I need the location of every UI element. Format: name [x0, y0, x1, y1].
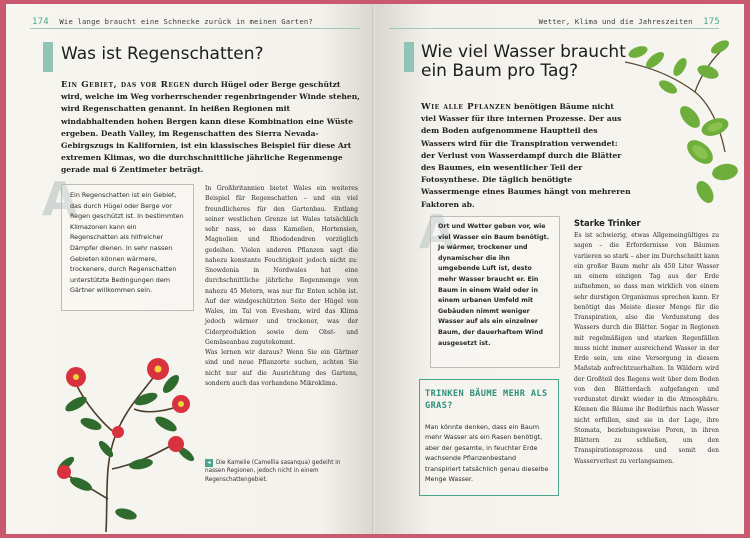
right-title-accent [404, 42, 414, 72]
right-header-rule [389, 28, 719, 29]
right-box-letter: A [419, 205, 455, 259]
right-title-line-1: Wie viel Wasser braucht [421, 42, 626, 62]
left-figure-caption [205, 459, 355, 484]
left-page-number: 174 [32, 17, 49, 27]
left-body-paragraph-1: In Großbritannien bietet Wales ein weiteres Beispiel für Regenschatten – und ein viel freundlicheres für den Gartenbau. Entlang seiner westlichen Grenze ist Wales tatsächlich sehr nass, so dass Kamelien, Hortensien, Magnolien und Rhododendren vorzüglich gedeihen. Vielen anderen Pflanzen sagt die nahezu konstante Feuchtigkeit jedoch nicht zu: Snowdonia in Nordwales hat eine durchschnittliche jährliche Regenmenge von nahezu 45 Metern, was nur für Enten schön ist. Auf der windgeschützten Seite der Hügel von Wales, im Tal von Evesham, wird das Klima jedoch wärmer und trockener, was der Ciderproduktion sowie dem Obst- und Gemüseanbau zugutekommt. [205, 185, 358, 346]
left-running-head: Wie lange braucht eine Schnecke zurück in meinen Garten? [59, 17, 313, 26]
right-page [375, 4, 744, 534]
right-intro-text: benötigen Bäume nicht viel Wasser für ihre internen Prozesse. Der aus dem Boden aufgenommene Hauptteil des Wassers wird für die Transpiration verwendet: der Verlust von Wasserdampf durch die Blätter des Baumes, ein wesentlicher Teil der Fotosynthese. Die täglich benötigte Wassermenge eines Baumes hängt von mehreren Faktoren ab. [421, 102, 631, 209]
left-intro-paragraph [61, 79, 361, 177]
right-running-header [539, 17, 720, 27]
left-page-title: Was ist Regenschatten? [61, 44, 264, 64]
caption-arrow-icon: ◂ [205, 459, 213, 467]
left-running-header [32, 17, 313, 27]
left-body-paragraph-2: Was lernen wir daraus? Wenn Sie ein Gärtner sind und neue Pflanzorte suchen, achten Sie nicht nur auf die Ausrichtung des Gartens, sondern auch das vorhandene Mikroklima. [205, 349, 358, 387]
left-header-rule [30, 28, 360, 29]
left-summary-text: Ein Regenschatten ist ein Gebiet, das durch Hügel oder Berge vor Regen geschützt ist. In bestimmten Klimazonen kann ein Regenschatten als hilfreicher Dämpfer dienen. In sehr nassen Gebieten können wärmere, trockenere, durch Regenschatten unterstützte Bedingungen dem Gärtner willkommen sein. [70, 191, 184, 295]
right-page-title [421, 43, 626, 81]
left-intro-lead: Ein Gebiet, das vor Regen [61, 80, 191, 90]
right-intro-paragraph [421, 101, 631, 211]
left-box-letter: A [42, 172, 78, 226]
book-spread [6, 4, 744, 534]
camellia-illustration [46, 304, 206, 534]
left-page [6, 4, 375, 534]
right-page-number: 175 [703, 17, 720, 27]
right-body-column: Es ist schwierig, etwas Allgemeingültiges zu sagen – die Erfordernisse von Bäumen variieren so stark – aber im Durchschnitt kann ein großer Baum mehr als 450 Liter Wasser an einem einzigen Tag aus der Erde aufnehmen, so dass man wirklich von einem sehr durstigen Organismus sprechen kann. Er benötigt das Meiste dieser Menge für die Transpiration, also die Verdunstung des Wassers durch die Blätter. Sogar in Regionen mit regelmäßigen und starken Regenfällen muss nicht immer ausreichend Wasser in der Erde sein, um eine Versorgung in diesem Maßstab aufrechtzuerhalten. In Wäldern wird der Großteil des Regens weit über dem Boden von den Blätterdach aufgefangen und verdunstet direkt wieder in die Atmosphäre. Können die Bäume ihr Bedürfnis nach Wasser nicht erfüllen, sind sie in der Lage, ihre Stomata, beziehungsweise Poren, in ihren Blättern zu schließen, um den Transpirationsprozess und somit den Wasserverlust zu verlangsamen. [574, 232, 719, 465]
sidebar-text: Man könnte denken, dass ein Baum mehr Wasser als ein Rasen benötigt, aber der gesamte, in feuchter Erde wachsende Pflanzenbestand transpiriert tatsächlich genau dieselbe Menge Wasser. [425, 423, 549, 484]
left-title-accent [43, 42, 53, 72]
leaf-branch-illustration [620, 32, 740, 212]
left-intro-text: durch Hügel oder Berge geschützt wird, welche im Weg vorherrschender regenbringender Winde stehen, wird Regenschatten genannt. In heißen Regionen mit windabhaltenden hohen Bergen kann diese Kombination eine Wüste ergeben. Death Valley, im Regenschatten des Sierra Nevada-Gebirgszugs in Kalifornien, ist ein klassisches Beispiel für diese Art extremen Klimas, wo die durchschnittliche jährliche Regenmenge gerade mal 6 Zentimeter beträgt. [61, 80, 360, 175]
right-title-line-2: ein Baum pro Tag? [421, 61, 579, 82]
right-subhead: Starke Trinker [574, 218, 641, 228]
right-intro-lead: Wie alle Pflanzen [421, 102, 512, 112]
right-summary-text: Ort und Wetter geben vor, wie viel Wasser ein Baum benötigt. Je wärmer, trockener und dynamischer die ihn umgebende Luft ist, desto mehr Wasser braucht er. Ein Baum in einem Wald oder in einem urbanen Umfeld mit Gebäuden nimmt weniger Wasser auf als ein einzelner Baum, der dauerhaftem Wind ausgesetzt ist. [438, 223, 549, 347]
left-caption-text: Die Kamelie (Camellia sasanqua) gedeiht in nassen Regionen, jedoch nicht in einem Regenschattengebiet. [205, 460, 341, 483]
left-body-column [205, 184, 358, 389]
sidebar-title: TRINKEN BÄUME MEHR ALS GRAS? [425, 389, 548, 411]
right-running-head: Wetter, Klima und die Jahreszeiten [538, 17, 693, 26]
